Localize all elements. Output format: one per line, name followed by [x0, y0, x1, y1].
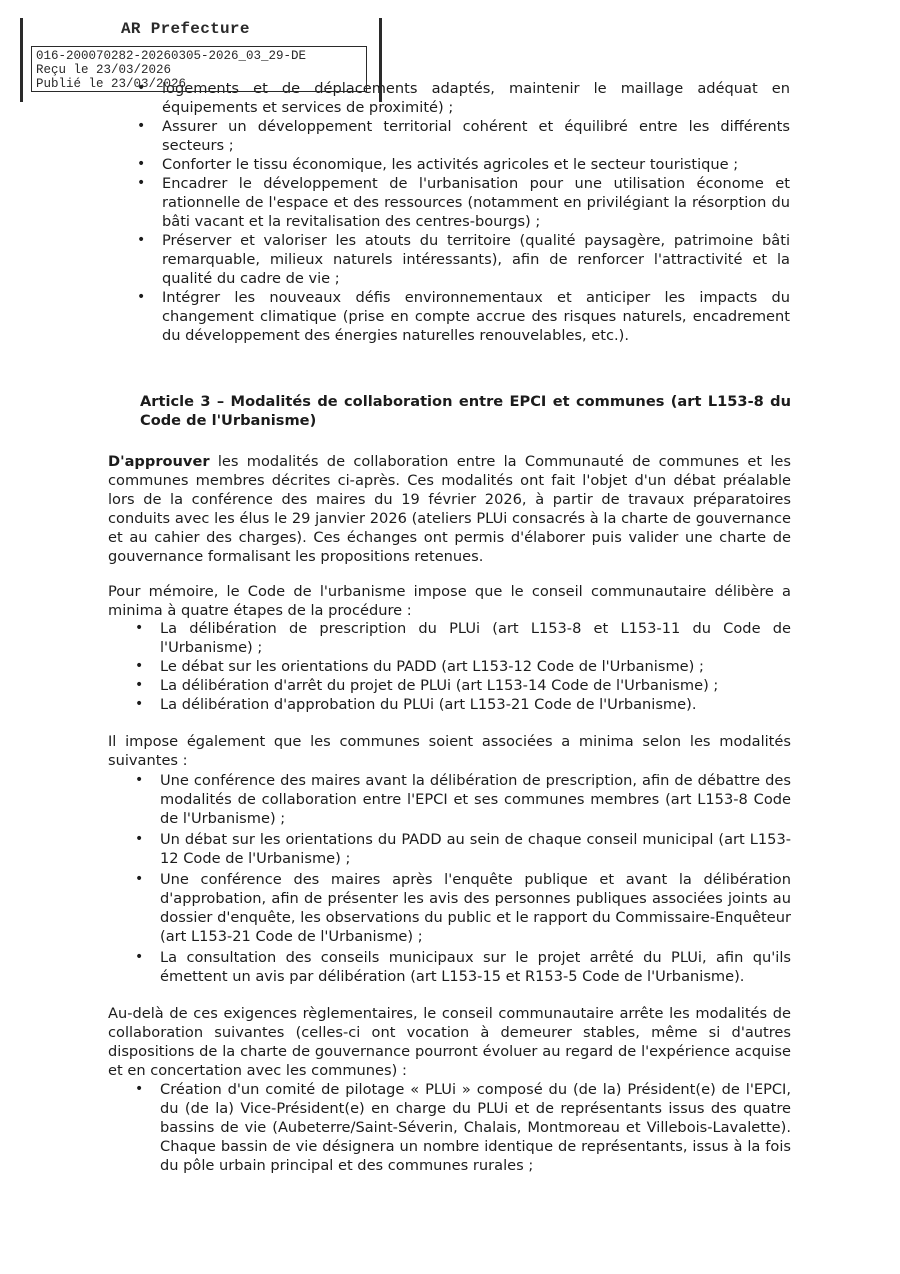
approve-bold: D'approuver: [108, 453, 210, 470]
list-item: • Le débat sur les orientations du PADD (art L153-12 Code de l'Urbanisme) ;: [135, 657, 791, 676]
list-item: • Intégrer les nouveaux défis environnementaux et anticiper les impacts du changement climatique (prise en compte accrue des risques naturels, encadrement du développement des énergies naturelles renouvelables, etc.).: [137, 288, 790, 345]
approve-text: les modalités de collaboration entre la Communauté de communes et les communes membres décrites ci-après. Ces modalités ont fait l'objet d'un débat préalable lors de la conférence des maires du 19 février 2026, à partir de travaux préparatoires conduits avec les élus le 29 janvier 2026 (ateliers PLUi consacrés à la charte de gouvernance et au cahier des charges). Ces échanges ont permis d'élaborer puis valider une charte de gouvernance formalisant les propositions retenues.: [108, 453, 791, 565]
communes-intro: Il impose également que les communes soient associées a minima selon les modalités suivantes :: [108, 733, 791, 769]
list-item: • Conforter le tissu économique, les activités agricoles et le secteur touristique ;: [137, 155, 790, 174]
list-item: • Un débat sur les orientations du PADD au sein de chaque conseil municipal (art L153-12 Code de l'Urbanisme) ;: [135, 830, 791, 868]
memo-list: [135, 619, 791, 714]
communes-list: [135, 771, 791, 986]
approve-paragraph: [108, 452, 791, 566]
stamp-id: 016-200070282-20260305-2026_03_29-DE: [36, 49, 307, 63]
stamp-title: AR Prefecture: [121, 20, 250, 38]
list-item: • Assurer un développement territorial cohérent et équilibré entre les différents secteurs ;: [137, 117, 790, 155]
stamp-published: Publié le 23/03/2026: [36, 77, 187, 92]
list-item: • Une conférence des maires avant la délibération de prescription, afin de débattre des modalités de collaboration entre l'EPCI et ses communes membres (art L153-8 Code de l'Urbanisme) ;: [135, 771, 791, 828]
list-item: • La délibération d'arrêt du projet de PLUi (art L153-14 Code de l'Urbanisme) ;: [135, 676, 791, 695]
ar-prefecture-stamp: [20, 18, 382, 102]
list-item: • La délibération de prescription du PLUi (art L153-8 et L153-11 du Code de l'Urbanisme) ;: [135, 619, 791, 657]
objectives-list: [137, 79, 790, 345]
list-item: • La délibération d'approbation du PLUi (art L153-21 Code de l'Urbanisme).: [135, 695, 791, 714]
beyond-intro: Au-delà de ces exigences règlementaires, le conseil communautaire arrête les modalités de collaboration suivantes (celles-ci ont vocation à demeurer stables, même si d'autres dispositions de la charte de gouvernance pourront évoluer au regard de l'expérience acquise et en concertation avec les communes) :: [108, 1005, 791, 1079]
article-3-heading: Article 3 – Modalités de collaboration entre EPCI et communes (art L153-8 du Code de l'Urbanisme): [140, 393, 791, 429]
list-item: • Préserver et valoriser les atouts du territoire (qualité paysagère, patrimoine bâti remarquable, milieux naturels intéressants), afin de renforcer l'attractivité et la qualité du cadre de vie ;: [137, 231, 790, 288]
memo-intro: Pour mémoire, le Code de l'urbanisme impose que le conseil communautaire délibère a minima à quatre étapes de la procédure :: [108, 583, 791, 619]
stamp-received: Reçu le 23/03/2026: [36, 63, 172, 78]
list-item: • Création d'un comité de pilotage « PLUi » composé du (de la) Président(e) de l'EPCI, du (de la) Vice-Président(e) en charge du PLUi et de représentants issus des quatre bassins de vie (Aubeterre/Saint-Séverin, Chalais, Montmoreau et Villebois-Lavalette). Chaque bassin de vie désignera un nombre identique de représentants, issus à la fois du pôle urbain principal et des communes rurales ;: [135, 1080, 791, 1175]
list-item: • La consultation des conseils municipaux sur le projet arrêté du PLUi, afin qu'ils émettent un avis par délibération (art L153-15 et R153-5 Code de l'Urbanisme).: [135, 948, 791, 986]
list-item: • logements et de déplacements adaptés, maintenir le maillage adéquat en équipements et services de proximité) ;: [137, 79, 790, 117]
list-item: • Encadrer le développement de l'urbanisation pour une utilisation économe et rationnelle de l'espace et des ressources (notamment en privilégiant la résorption du bâti vacant et la revitalisation des centres-bourgs) ;: [137, 174, 790, 231]
stamp-box: [31, 46, 367, 92]
list-item: • Une conférence des maires après l'enquête publique et avant la délibération d'approbation, afin de présenter les avis des personnes publiques associées joints au dossier d'enquête, les observations du public et le rapport du Commissaire-Enquêteur (art L153-21 Code de l'Urbanisme) ;: [135, 870, 791, 946]
beyond-list: [135, 1080, 791, 1175]
